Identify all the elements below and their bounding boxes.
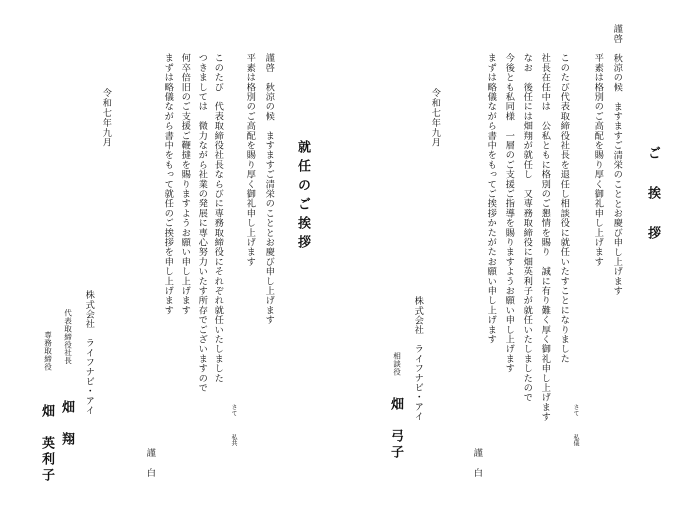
right-letter-line-2: 平素は格別のご高配を賜り厚く御礼申し上げます (592, 53, 604, 267)
right-letter-line-4: 社長在任中は 公私ともに格別のご懇情を賜り 誠に有り難く厚く御礼申し上げます (539, 53, 551, 422)
left-letter-line-4: つきましては 微力ながら社業の発展に専心努力いたす所存でございますので (196, 53, 208, 393)
right-letter-title: ご 挨 拶 (645, 146, 660, 246)
left-letter-title: 就任のご挨拶 (295, 140, 310, 254)
left-letter-line-1: 謹啓 秋涼の候 ますますご清栄のこととお慶び申し上げます (263, 53, 275, 325)
left-letter-name-director: 畑 英利子 (39, 404, 54, 484)
left-letter-date: 令和七年九月 (100, 88, 112, 148)
left-letter-role-president: 代表取締役社長 (63, 309, 73, 365)
right-letter-date: 令和七年九月 (429, 88, 441, 148)
right-letter-role: 相談役 (392, 352, 402, 376)
right-ruby-sate: さて (572, 404, 579, 416)
right-letter-line-5: なお 後任には畑翔が就任し 又専務取締役に畑英利子が就任いたしましたので (521, 53, 533, 403)
left-letter-line-5: 何卒倍旧のご支援ご鞭撻を賜りますようお願い申し上げます (179, 53, 191, 315)
right-letter-line-6: 今後とも私同様 一層のご支援ご指導を賜りますようお願い申し上げます (503, 53, 515, 374)
right-letter-line-1: 謹啓 秋涼の候 ますますご清栄のこととお慶び申し上げます (611, 24, 623, 296)
left-letter-closing: 謹 白 (144, 448, 156, 478)
right-ruby-shigi: 私儀 (572, 434, 579, 446)
left-letter-name-president: 畑 翔 (59, 400, 74, 448)
left-letter-role-director: 専務取締役 (43, 331, 53, 371)
right-letter-line-3: このたび代表取締役社長を退任し相談役に就任いたすことになりました (558, 53, 570, 364)
left-ruby-watakushi: 私共 (230, 434, 237, 446)
right-letter-closing: 謹 白 (471, 448, 483, 478)
right-letter-company: 株式会社 ライフナビ・アイ (412, 296, 424, 421)
left-letter-company: 株式会社 ライフナビ・アイ (83, 290, 95, 415)
left-ruby-sate: さて (230, 404, 237, 416)
left-letter-line-6: まずは略儀ながら書中をもって就任のご挨拶を申し上げます (162, 53, 174, 315)
right-letter-line-7: まずは略儀ながら書中をもってご挨拶かたがたお願い申し上げます (485, 53, 497, 344)
left-letter-line-2: 平素は格別のご高配を賜り厚く御礼申し上げます (244, 53, 256, 267)
left-letter-line-3: このたび 代表取締役社長ならびに専務取締役にそれぞれ就任いたしました (212, 53, 224, 383)
right-letter-name: 畑 弓子 (388, 397, 403, 461)
